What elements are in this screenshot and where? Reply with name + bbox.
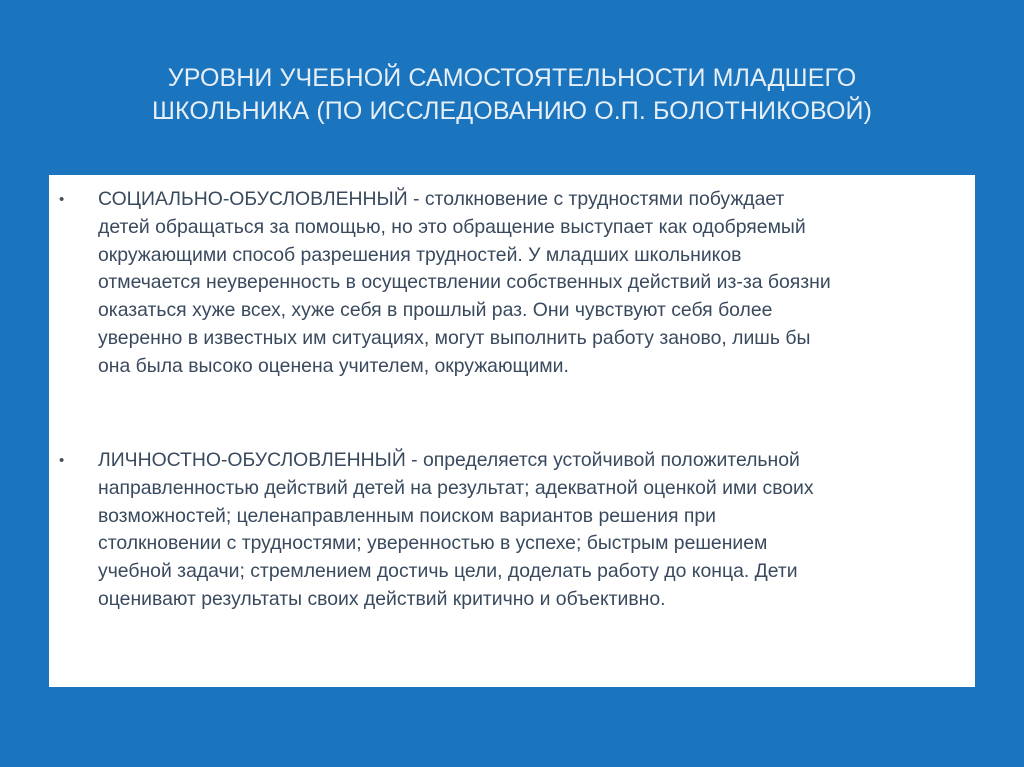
slide-title: [60, 62, 964, 128]
text-line: столкновении с трудностями; уверенностью в успехе; быстрым решением: [98, 532, 768, 555]
bullet-text: [98, 186, 968, 381]
text-line: учебной задачи; стремлением достичь цели, доделать работу до конца. Дети: [98, 560, 798, 583]
text-line: окружающими способ разрешения трудностей. У младших школьников: [98, 243, 742, 266]
title-line: УРОВНИ УЧЕБНОЙ САМОСТОЯТЕЛЬНОСТИ МЛАДШЕГО: [167, 64, 857, 92]
text-line: направленностью действий детей на результат; адекватной оценкой ими своих: [98, 476, 814, 499]
text-line: отмечается неуверенность в осуществлении собственных действий из-за боязни: [98, 271, 831, 294]
text-line: уверенно в известных им ситуациях, могут выполнить работу заново, лишь бы: [98, 326, 811, 349]
text-line: СОЦИАЛЬНО-ОБУСЛОВЛЕННЫЙ - столкновение с трудностями побуждает: [98, 188, 785, 210]
bullet-text: [98, 447, 968, 614]
bullet-dot-icon: •: [59, 452, 65, 469]
title-line: ШКОЛЬНИКА (ПО ИССЛЕДОВАНИЮ О.П. БОЛОТНИКОВОЙ): [151, 97, 872, 125]
text-line: возможностей; целенаправленным поиском вариантов решения при: [98, 504, 716, 527]
text-line: детей обращаться за помощью, но это обращение выступает как одобряемый: [98, 215, 806, 238]
text-line: она была высоко оценена учителем, окружающими.: [98, 354, 569, 377]
text-line: оказаться хуже всех, хуже себя в прошлый раз. Они чувствуют себя более: [98, 299, 773, 322]
bullet-dot-icon: •: [59, 191, 65, 208]
text-line: оценивают результаты своих действий критично и объективно.: [98, 587, 666, 610]
content-box: [49, 175, 975, 687]
text-line: ЛИЧНОСТНО-ОБУСЛОВЛЕННЫЙ - определяется устойчивой положительной: [98, 449, 800, 471]
